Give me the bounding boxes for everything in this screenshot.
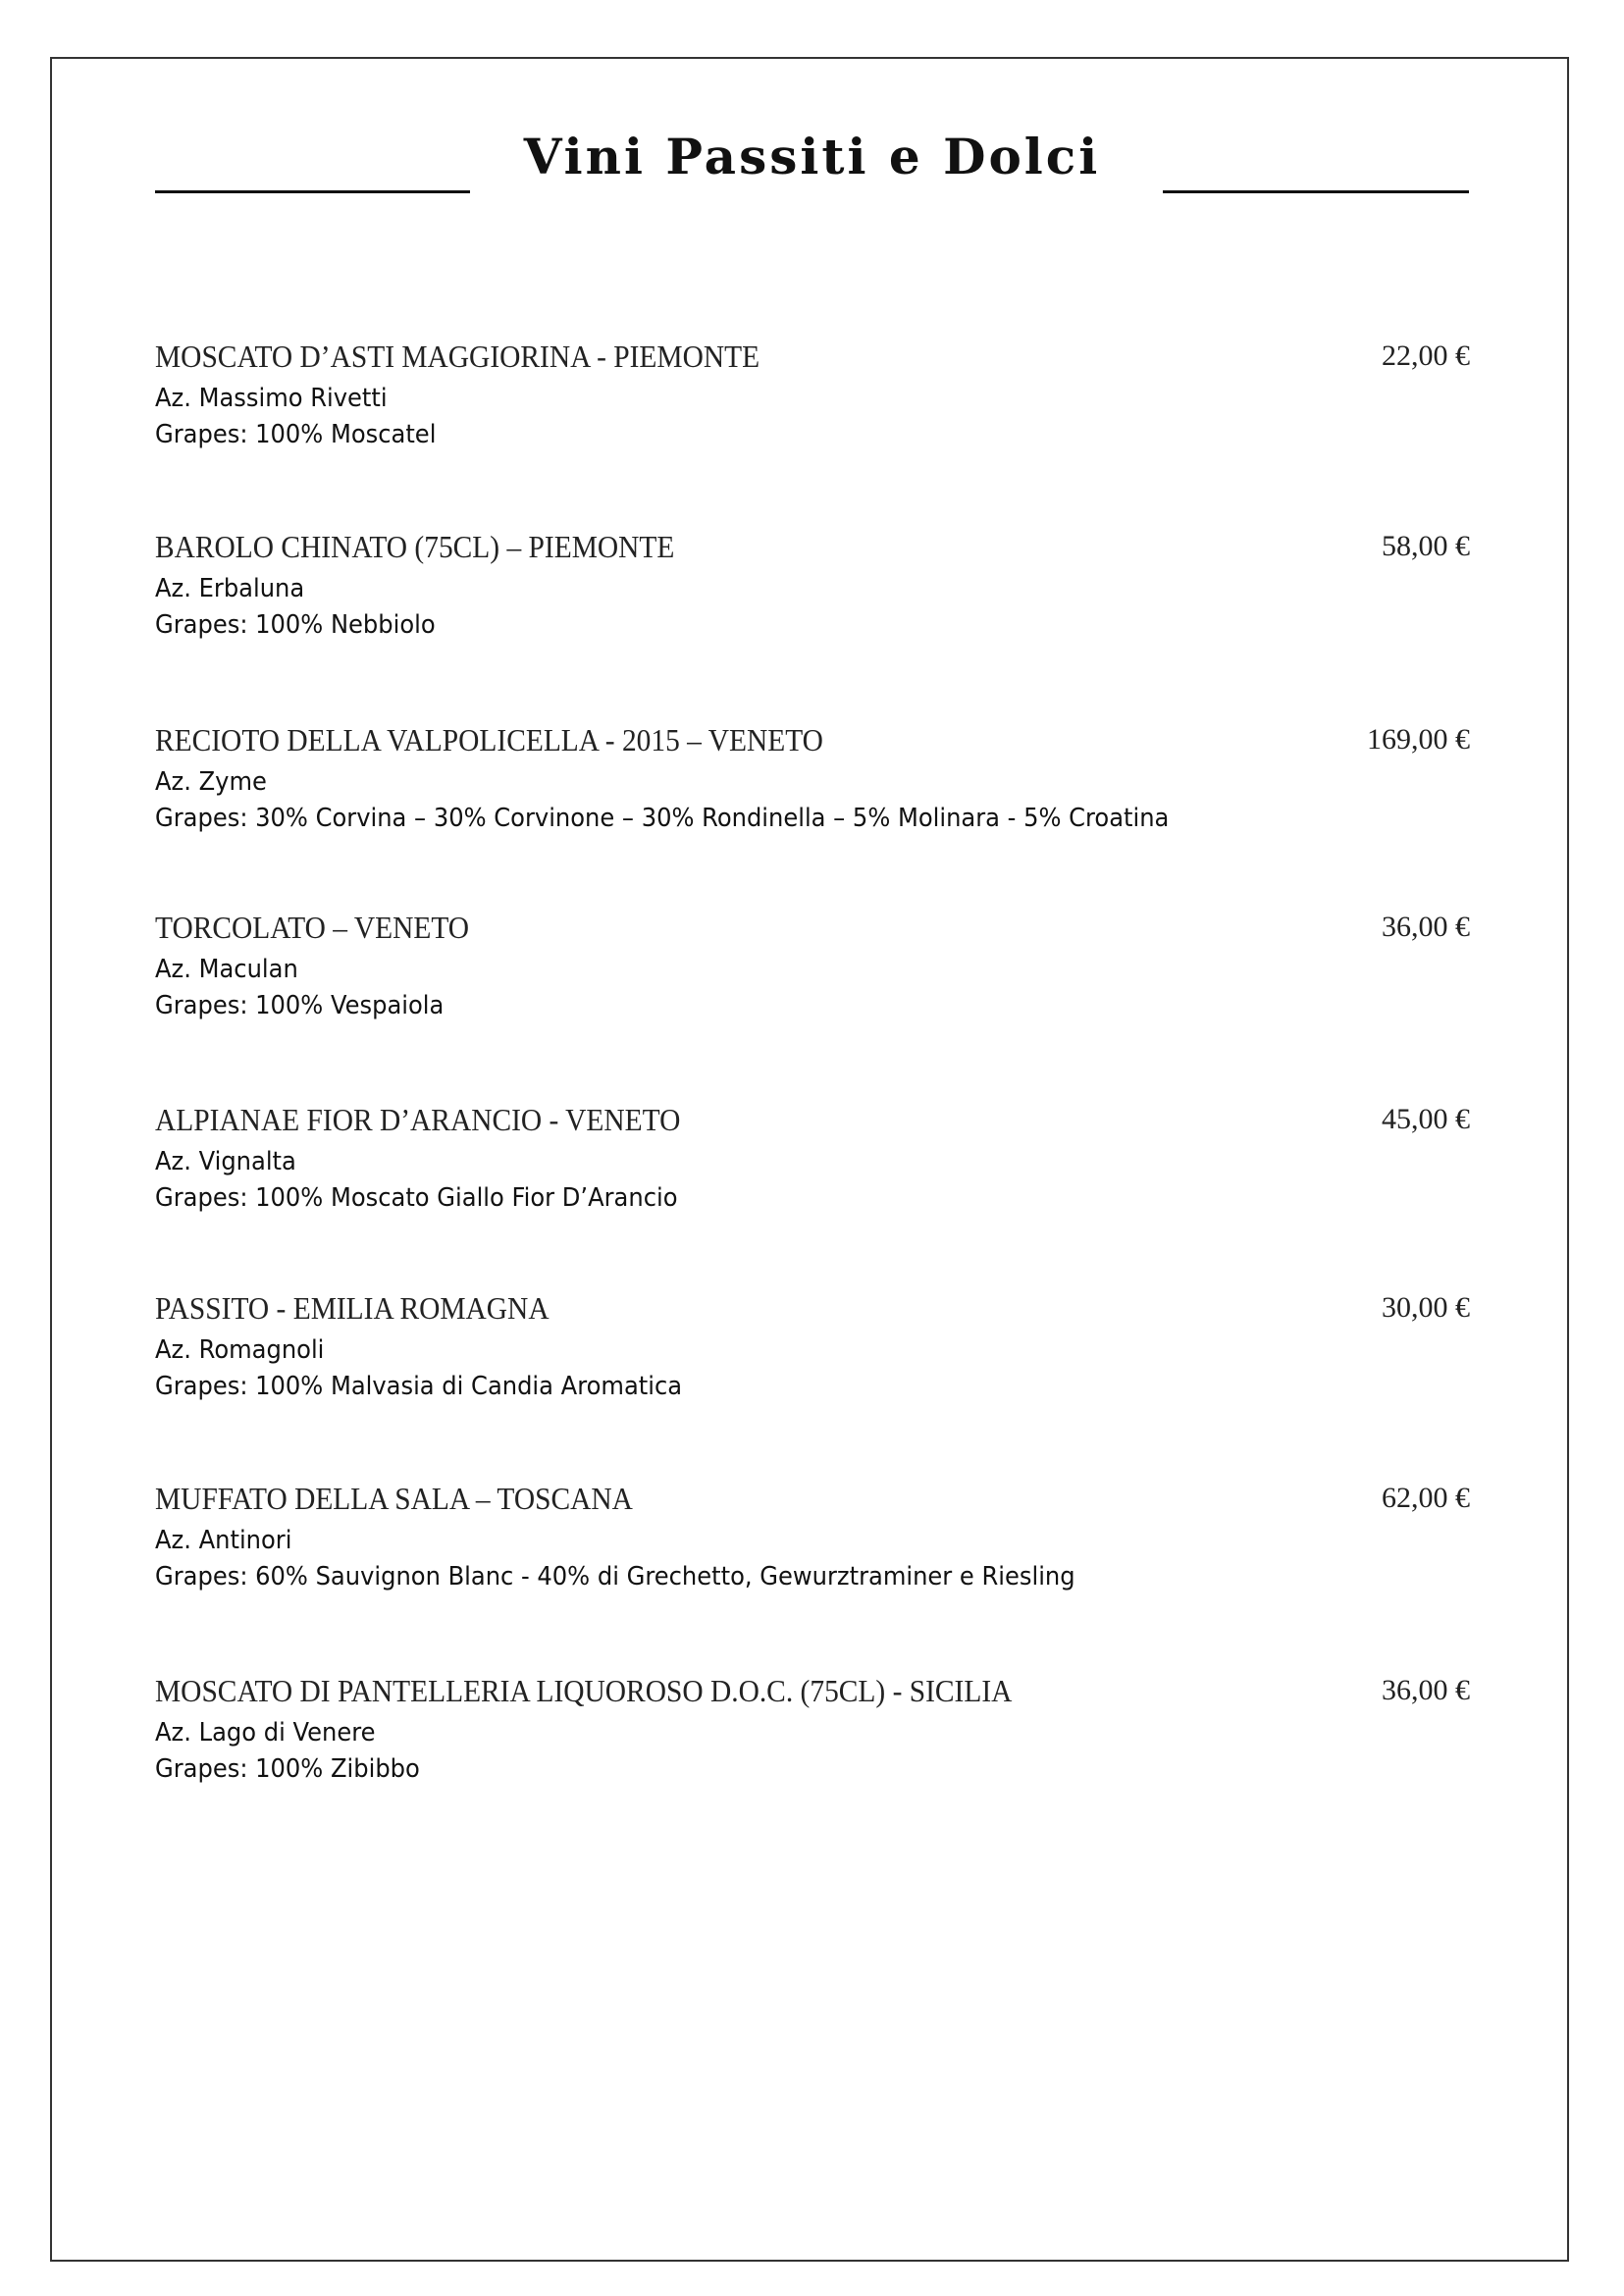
wine-grapes: Grapes: 60% Sauvignon Blanc - 40% di Grechetto, Gewurztraminer e Riesling <box>155 1562 1075 1592</box>
wine-price: 58,00 € <box>1382 530 1470 562</box>
wine-grapes: Grapes: 100% Nebbiolo <box>155 610 436 640</box>
wine-name: ALPIANAE FIOR D’ARANCIO - VENETO <box>155 1102 681 1137</box>
wine-name: BAROLO CHINATO (75CL) – PIEMONTE <box>155 529 675 564</box>
wine-producer: Az. Lago di Venere <box>155 1718 376 1748</box>
title-rule-right <box>1163 190 1469 193</box>
wine-grapes: Grapes: 100% Moscatel <box>155 420 437 449</box>
title-rule-left <box>155 190 470 193</box>
wine-price: 30,00 € <box>1382 1291 1470 1324</box>
wine-grapes: Grapes: 100% Moscato Giallo Fior D’Arancio <box>155 1183 678 1213</box>
wine-price: 45,00 € <box>1382 1103 1470 1135</box>
wine-producer: Az. Zyme <box>155 767 267 797</box>
wine-name: RECIOTO DELLA VALPOLICELLA - 2015 – VENETO <box>155 722 823 757</box>
wine-item <box>155 1289 1470 1405</box>
wine-price: 36,00 € <box>1382 1674 1470 1706</box>
wine-producer: Az. Vignalta <box>155 1147 296 1176</box>
wine-item <box>155 338 1470 453</box>
wine-item <box>155 1672 1470 1788</box>
wine-price: 36,00 € <box>1382 911 1470 943</box>
wine-price: 62,00 € <box>1382 1482 1470 1514</box>
wine-grapes: Grapes: 100% Malvasia di Candia Aromatica <box>155 1372 683 1401</box>
wine-item <box>155 1101 1470 1217</box>
wine-name: MUFFATO DELLA SALA – TOSCANA <box>155 1481 633 1516</box>
wine-price: 169,00 € <box>1367 723 1470 756</box>
wine-name: MOSCATO D’ASTI MAGGIORINA - PIEMONTE <box>155 339 760 374</box>
wine-grapes: Grapes: 100% Zibibbo <box>155 1754 420 1784</box>
wine-producer: Az. Maculan <box>155 955 298 984</box>
wine-name: TORCOLATO – VENETO <box>155 910 470 945</box>
wine-grapes: Grapes: 30% Corvina – 30% Corvinone – 30% Rondinella – 5% Molinara - 5% Croatina <box>155 804 1170 833</box>
wine-price: 22,00 € <box>1382 339 1470 372</box>
wine-item <box>155 528 1470 644</box>
wine-item <box>155 909 1470 1024</box>
wine-producer: Az. Antinori <box>155 1526 292 1555</box>
wine-name: PASSITO - EMILIA ROMAGNA <box>155 1290 550 1326</box>
wine-item <box>155 721 1470 837</box>
page-title: Vini Passiti e Dolci <box>523 128 1101 185</box>
wine-item <box>155 1480 1470 1595</box>
wine-producer: Az. Romagnoli <box>155 1335 325 1365</box>
wine-producer: Az. Erbaluna <box>155 574 305 603</box>
wine-name: MOSCATO DI PANTELLERIA LIQUOROSO D.O.C. (75CL) - SICILIA <box>155 1673 1013 1708</box>
wine-producer: Az. Massimo Rivetti <box>155 384 388 413</box>
wine-grapes: Grapes: 100% Vespaiola <box>155 991 445 1020</box>
